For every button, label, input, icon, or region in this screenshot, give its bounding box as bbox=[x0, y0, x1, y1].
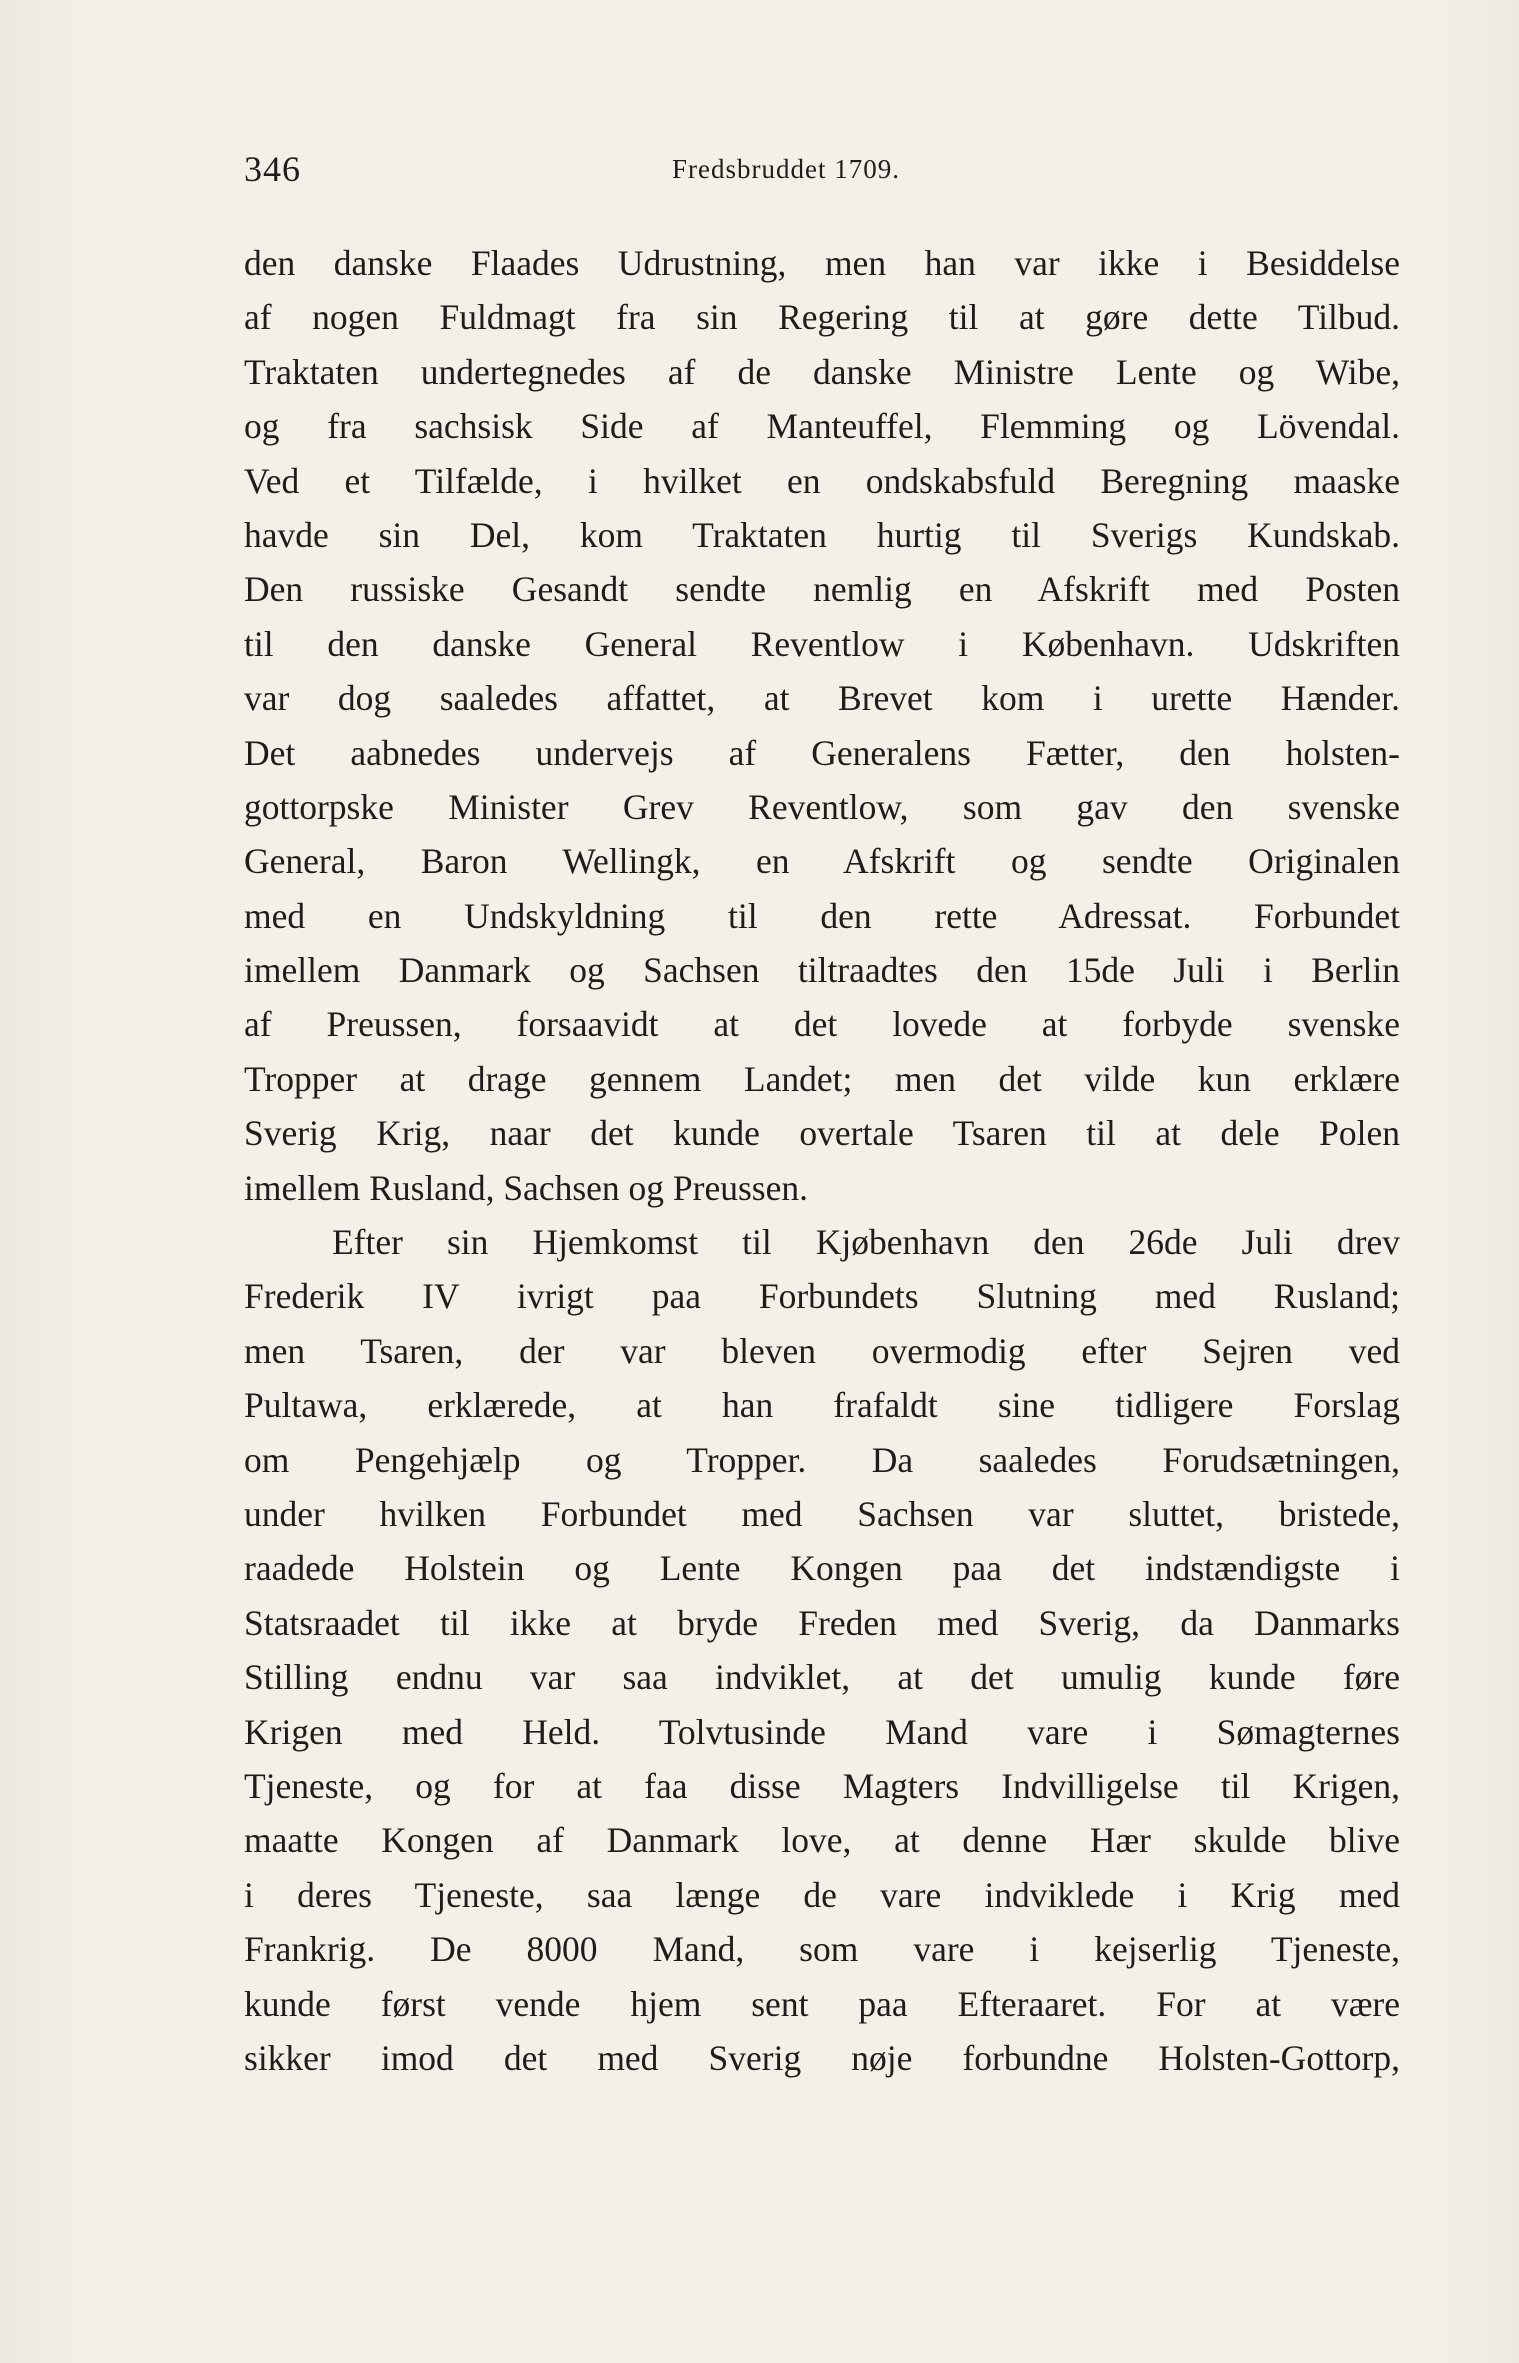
text-line: sikker imod det med Sverig nøje forbundne Holsten-Gottorp, bbox=[244, 2037, 1400, 2078]
text-line: den danske Flaades Udrustning, men han var ikke i Besiddelse bbox=[244, 243, 1400, 283]
page-number: 346 bbox=[244, 149, 301, 189]
text-line: men Tsaren, der var bleven overmodig efter Sejren ved bbox=[244, 1330, 1400, 1371]
text-line: imellem Rusland, Sachsen og Preussen. bbox=[244, 1167, 808, 1208]
text-line: raadede Holstein og Lente Kongen paa det indstændigste i bbox=[244, 1548, 1400, 1589]
text-line: af nogen Fuldmagt fra sin Regering til at gøre dette Tilbud. bbox=[244, 297, 1400, 338]
text-line: kunde først vende hjem sent paa Efteraaret. For at være bbox=[244, 1983, 1400, 2024]
text-line: gottorpske Minister Grev Reventlow, som gav den svenske bbox=[244, 786, 1400, 827]
text-line: Frederik IV ivrigt paa Forbundets Slutning med Rusland; bbox=[244, 1276, 1400, 1317]
text-line: Sverig Krig, naar det kunde overtale Tsaren til at dele Polen bbox=[244, 1113, 1400, 1154]
text-line: Krigen med Held. Tolvtusinde Mand vare i Sømagternes bbox=[244, 1711, 1400, 1752]
text-line: i deres Tjeneste, saa længe de vare indviklede i Krig med bbox=[244, 1874, 1400, 1915]
text-line: Ved et Tilfælde, i hvilket en ondskabsfuld Beregning maaske bbox=[244, 460, 1400, 501]
text-line: Tjeneste, og for at faa disse Magters Indvilligelse til Krigen, bbox=[244, 1765, 1400, 1806]
text-line: maatte Kongen af Danmark love, at denne Hær skulde blive bbox=[244, 1820, 1400, 1861]
text-line: af Preussen, forsaavidt at det lovede at forbyde svenske bbox=[244, 1004, 1400, 1045]
text-line: General, Baron Wellingk, en Afskrift og sendte Originalen bbox=[244, 841, 1400, 882]
text-line: Statsraadet til ikke at bryde Freden med Sverig, da Danmarks bbox=[244, 1602, 1400, 1643]
text-line: havde sin Del, kom Traktaten hurtig til Sverigs Kundskab. bbox=[244, 514, 1400, 555]
text-line: Traktaten undertegnedes af de danske Ministre Lente og Wibe, bbox=[244, 351, 1400, 392]
text-line: til den danske General Reventlow i København. Udskriften bbox=[244, 623, 1400, 664]
text-line: med en Undskyldning til den rette Adressat. Forbundet bbox=[244, 895, 1400, 936]
running-title: Fredsbruddet 1709. bbox=[672, 154, 900, 184]
text-line: Pultawa, erklærede, at han frafaldt sine tidligere Forslag bbox=[244, 1385, 1400, 1426]
text-line: Det aabnedes undervejs af Generalens Fætter, den holsten- bbox=[244, 732, 1400, 773]
text-line: Efter sin Hjemkomst til Kjøbenhavn den 26de Juli drev bbox=[332, 1222, 1400, 1263]
text-line: Frankrig. De 8000 Mand, som vare i kejserlig Tjeneste, bbox=[244, 1929, 1400, 1970]
text-line: Tropper at drage gennem Landet; men det vilde kun erklære bbox=[244, 1058, 1400, 1099]
text-line: Den russiske Gesandt sendte nemlig en Afskrift med Posten bbox=[244, 569, 1400, 610]
text-line: om Pengehjælp og Tropper. Da saaledes Forudsætningen, bbox=[244, 1439, 1400, 1480]
page-header bbox=[244, 148, 1400, 198]
body-text bbox=[244, 236, 1400, 2085]
text-line: og fra sachsisk Side af Manteuffel, Flemming og Lövendal. bbox=[244, 406, 1400, 447]
text-line: var dog saaledes affattet, at Brevet kom i urette Hænder. bbox=[244, 678, 1400, 719]
text-line: under hvilken Forbundet med Sachsen var sluttet, bristede, bbox=[244, 1493, 1400, 1534]
text-line: Stilling endnu var saa indviklet, at det umulig kunde føre bbox=[244, 1657, 1400, 1698]
text-line: imellem Danmark og Sachsen tiltraadtes den 15de Juli i Berlin bbox=[244, 950, 1400, 991]
